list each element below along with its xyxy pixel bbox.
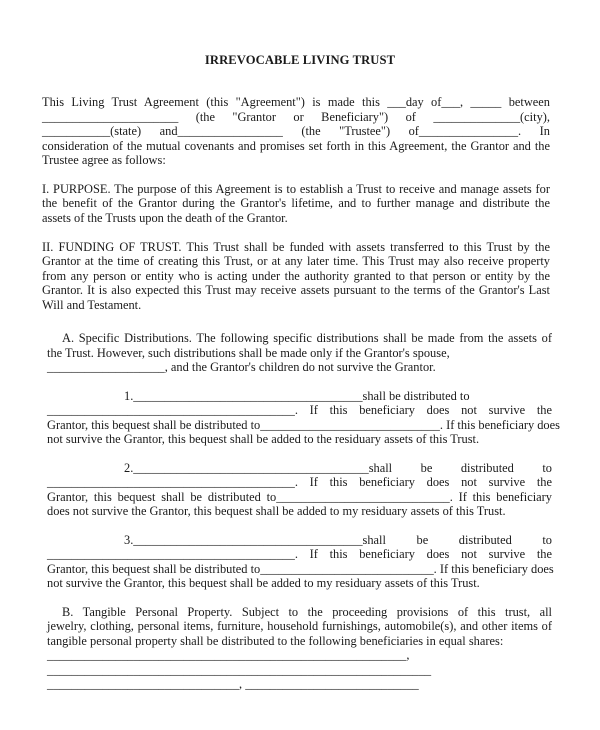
intro-line-3: ___________(state) and_________________ (the "Trustee") of________________. In (42, 124, 550, 138)
bequest1-line-4: not survive the Grantor, this bequest shall be added to the residuary assets of this Trust. (47, 432, 480, 446)
bequest1-line-2: ________________________________________. If this beneficiary does not survive the (47, 403, 552, 417)
tangible-line-6: _______________________________, ____________________________ (47, 677, 419, 691)
tangible-line-4: __________________________________________________________, (47, 648, 410, 662)
tangible-line-2: jewelry, clothing, personal items, furniture, household furnishings, automobile(s), and other items of (47, 619, 552, 633)
bequest2-line-3: Grantor, this bequest shall be distributed to____________________________. If this beneficiary (47, 490, 552, 504)
purpose-line-1: I. PURPOSE. The purpose of this Agreement is to establish a Trust to receive and manage assets for (42, 182, 550, 196)
specific-line-1: A. Specific Distributions. The following specific distributions shall be made from the assets of (62, 331, 552, 345)
funding-line-4: Grantor. It is also expected this Trust may receive assets pursuant to the terms of the Grantor's Last (42, 283, 550, 297)
bequest3-line-3: Grantor, this bequest shall be distributed to____________________________. If this beneficiary does (47, 562, 554, 576)
intro-line-4: consideration of the mutual covenants and promises set forth in this Agreement, the Grantor and the (42, 139, 550, 153)
specific-line-2: the Trust. However, such distributions shall be made only if the Grantor's spouse, (47, 346, 450, 360)
bequest3-line-1: 3._____________________________________shall be distributed to (124, 533, 552, 547)
purpose-line-2: the benefit of the Grantor during the Grantor's lifetime, and to further manage and distribute the (42, 196, 550, 210)
bequest1-line-1: 1._____________________________________shall be distributed to (124, 389, 470, 403)
bequest1-line-3: Grantor, this bequest shall be distributed to_____________________________. If this beneficiary does (47, 418, 560, 432)
intro-line-2: ______________________ (the "Grantor or Beneficiary") of ______________(city), (42, 110, 550, 124)
intro-line-5: Trustee agree as follows: (42, 153, 166, 167)
funding-line-5: Will and Testament. (42, 298, 142, 312)
bequest2-line-2: ________________________________________. If this beneficiary does not survive the (47, 475, 552, 489)
funding-line-3: from any person or entity who is acting under the authority granted to that person or entity by the (42, 269, 550, 283)
funding-line-2: Grantor at the time of creating this Trust, or at any later time. This Trust may also receive property (42, 254, 550, 268)
tangible-line-3: tangible personal property shall be distributed to the following beneficiaries in equal shares: (47, 634, 504, 648)
specific-line-3: ___________________, and the Grantor's children do not survive the Grantor. (47, 360, 436, 374)
intro-line-1: This Living Trust Agreement (this "Agreement") is made this ___day of___, _____ between (42, 95, 550, 109)
bequest2-line-4: does not survive the Grantor, this bequest shall be added to my residuary assets of this Trust. (47, 504, 506, 518)
document-title: IRREVOCABLE LIVING TRUST (204, 53, 396, 67)
bequest3-line-4: not survive the Grantor, this bequest shall be added to my residuary assets of this Trust. (47, 576, 480, 590)
tangible-line-5: ______________________________________________________________ (47, 663, 432, 677)
purpose-line-3: assets of the Trusts upon the death of the Grantor. (42, 211, 288, 225)
bequest3-line-2: ________________________________________. If this beneficiary does not survive the (47, 547, 552, 561)
tangible-line-1: B. Tangible Personal Property. Subject to the proceeding provisions of this trust, all (62, 605, 552, 619)
funding-line-1: II. FUNDING OF TRUST. This Trust shall be funded with assets transferred to this Trust by the (42, 240, 550, 254)
bequest2-line-1: 2.______________________________________shall be distributed to (124, 461, 552, 475)
